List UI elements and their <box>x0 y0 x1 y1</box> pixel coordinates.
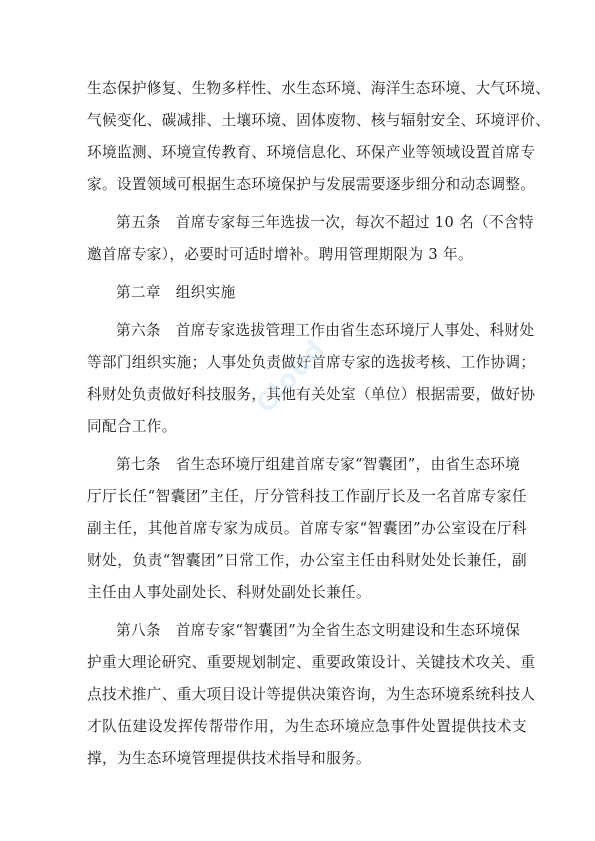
text-line: 邀首席专家），必要时可适时增补。聘用管理期限为 3 年。 <box>87 246 473 263</box>
text-line: 护重大理论研究、重要规划制定、重要政策设计、关键技术攻关、重 <box>87 654 536 671</box>
text-line: 财处，负责“智囊团”日常工作，办公室主任由科财处处长兼任，副 <box>87 552 527 569</box>
text-line: 副主任，其他首席专家为成员。首席专家“智囊团”办公室设在厅科 <box>87 520 527 537</box>
text-line: 科财处负责做好科技服务，其他有关处室（单位）根据需要，做好协 <box>87 386 536 403</box>
article-7-heading-line: 第七条 省生态环境厅组建首席专家“智囊团”，由省生态环境 <box>116 456 521 473</box>
text-line: 撑，为生态环境管理提供技术指导和服务。 <box>87 750 371 767</box>
text-line: 才队伍建设发挥传帮带作用，为生态环境应急事件处置提供技术支 <box>87 718 527 735</box>
text-line: 环境监测、环境宣传教育、环境信息化、环保产业等领域设置首席专 <box>87 144 536 161</box>
article-6-heading-line: 第六条 首席专家选拔管理工作由省生态环境厅人事处、科财处 <box>116 322 535 339</box>
text-line: 厅厅长任“智囊团”主任，厅分管科技工作副厅长及一名首席专家任 <box>87 488 527 505</box>
article-5-heading-line: 第五条 首席专家每三年选拔一次，每次不超过 10 名（不含特 <box>116 214 534 231</box>
text-line: 家。设置领域可根据生态环境保护与发展需要逐步细分和动态调整。 <box>87 176 536 193</box>
cloud-watermark: Cloud <box>250 334 332 420</box>
article-8-heading-line: 第八条 首席专家“智囊团”为全省生态文明建设和生态环境保 <box>116 622 521 639</box>
text-line: 点技术推广、重大项目设计等提供决策咨询，为生态环境系统科技人 <box>87 686 536 703</box>
text-line: 生态保护修复、生物多样性、水生态环境、海洋生态环境、大气环境、 <box>87 80 551 97</box>
text-line: 气候变化、碳减排、土壤环境、固体废物、核与辐射安全、环境评价、 <box>87 112 551 129</box>
text-line: 等部门组织实施；人事处负责做好首席专家的选拔考核、工作协调； <box>87 354 536 371</box>
chapter-heading: 第二章 组织实施 <box>116 284 236 301</box>
text-line: 主任由人事处副处长、科财处副处长兼任。 <box>87 584 371 601</box>
text-line: 同配合工作。 <box>87 418 177 435</box>
